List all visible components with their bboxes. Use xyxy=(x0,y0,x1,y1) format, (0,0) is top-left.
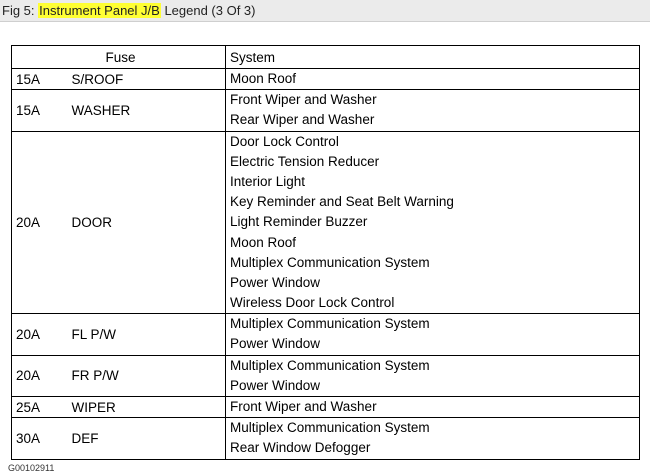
table-row xyxy=(12,314,640,355)
fuse-name: WIPER xyxy=(68,397,226,418)
fuse-amperage: 20A xyxy=(12,131,68,314)
table-row xyxy=(12,397,640,418)
table-body xyxy=(12,69,640,460)
system-cell xyxy=(226,418,640,459)
system-item: Electric Tension Reducer xyxy=(230,153,380,169)
system-item: Rear Wiper and Washer xyxy=(230,112,375,128)
figure-highlighted-title: Instrument Panel J/B xyxy=(39,3,160,18)
system-item: Interior Light xyxy=(230,173,306,189)
system-item: Power Window xyxy=(230,377,321,393)
figure-prefix: Fig 5: xyxy=(2,3,35,18)
system-item: Wireless Door Lock Control xyxy=(230,295,395,311)
system-item: Moon Roof xyxy=(230,71,297,86)
table-row xyxy=(12,131,640,314)
fuse-amperage: 15A xyxy=(12,90,68,131)
system-cell xyxy=(226,90,640,131)
system-cell xyxy=(226,355,640,396)
fuse-amperage: 30A xyxy=(12,418,68,459)
fuse-name: S/ROOF xyxy=(68,69,226,90)
system-item: Power Window xyxy=(230,274,321,290)
system-cell xyxy=(226,69,640,90)
table-row xyxy=(12,90,640,131)
fuse-amperage: 25A xyxy=(12,397,68,418)
table-row xyxy=(12,69,640,90)
fuse-name: DOOR xyxy=(68,131,226,314)
system-item: Multiplex Communication System xyxy=(230,420,430,436)
system-item: Front Wiper and Washer xyxy=(230,92,377,108)
system-item: Multiplex Communication System xyxy=(230,357,430,373)
fuse-amperage: 20A xyxy=(12,314,68,355)
fuse-name: FL P/W xyxy=(68,314,226,355)
fuse-name: WASHER xyxy=(68,90,226,131)
system-item: Door Lock Control xyxy=(230,133,339,149)
figure-code: G00102911 xyxy=(8,463,55,473)
fuse-amperage: 20A xyxy=(12,355,68,396)
table-row xyxy=(12,418,640,459)
fuse-name: DEF xyxy=(68,418,226,459)
system-cell xyxy=(226,314,640,355)
table-row xyxy=(12,355,640,396)
system-item: Light Reminder Buzzer xyxy=(230,214,368,230)
system-item: Rear Window Defogger xyxy=(230,440,371,456)
system-item: Multiplex Communication System xyxy=(230,254,430,270)
table-header-row xyxy=(12,46,640,69)
figure-suffix: Legend (3 Of 3) xyxy=(164,3,256,18)
system-cell xyxy=(226,397,640,418)
header-system: System xyxy=(226,46,640,69)
header-fuse: Fuse xyxy=(12,46,226,69)
system-item: Power Window xyxy=(230,336,321,352)
figure-caption xyxy=(0,0,650,22)
fuse-legend-table xyxy=(11,45,640,460)
fuse-name: FR P/W xyxy=(68,355,226,396)
system-cell xyxy=(226,131,640,314)
fuse-amperage: 15A xyxy=(12,69,68,90)
system-item: Front Wiper and Washer xyxy=(230,399,377,414)
system-item: Key Reminder and Seat Belt Warning xyxy=(230,194,454,210)
system-item: Multiplex Communication System xyxy=(230,316,430,332)
system-item: Moon Roof xyxy=(230,234,297,250)
